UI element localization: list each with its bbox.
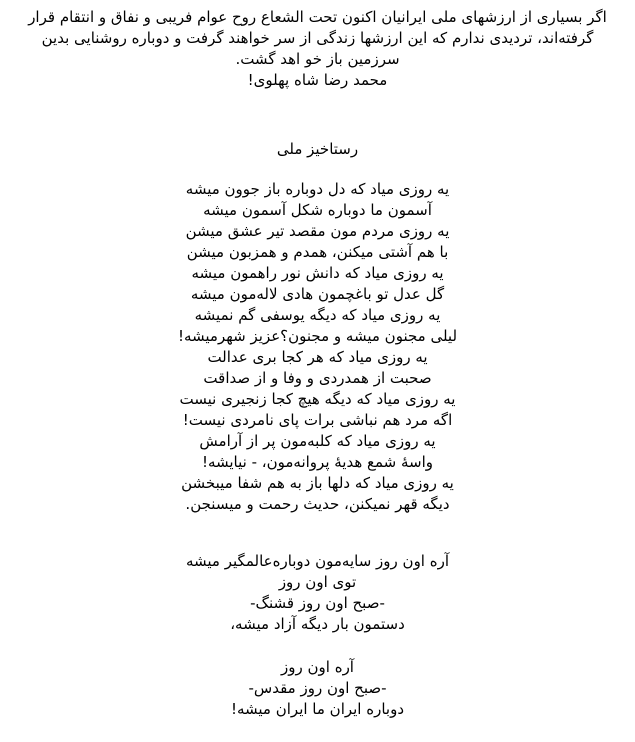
poem-line: دوباره ایران ما ایران میشه!	[230, 700, 405, 718]
poem-line: گل عدل تو باغچمون هادی لاله‌مون میشه	[190, 285, 445, 303]
poem-stanza-1	[0, 179, 635, 515]
poem-title: رستاخیز ملی	[276, 140, 359, 158]
poem-stanza-2	[0, 551, 635, 635]
poem-line: -صبح اون روز قشنگ-	[250, 594, 385, 612]
poem-line: یه روزی مردم مون مقصد تیر عشق میشن	[185, 222, 450, 240]
poem-stanza-3	[0, 657, 635, 720]
poem-line: واسهٔ شمع هدیهٔ پروانه‌مون، - نیایشه!	[201, 453, 434, 471]
poem-line: یه روزی میاد که دیگه هیچ کجا زنجیری نیست	[179, 390, 456, 408]
poem-line: آره اون روز سایه‌مون دوباره‌عالمگیر میشه	[185, 552, 450, 570]
intro-line: اگر بسیاری از ارزشهای ملی ایرانیان اکنون تحت الشعاع روح عوام فریبی و نفاق و انتقام قرار	[28, 8, 607, 26]
poem-line: یه روزی میاد که دانش نور راهمون میشه	[191, 264, 444, 282]
poem-line: یه روزی میاد که دیگه یوسفی گم نمیشه	[194, 306, 441, 324]
poem-line: صحبت از همدردی و وفا و از صداقت	[203, 369, 432, 387]
poem-line: توی اون روز	[278, 573, 357, 591]
poem-line: دیگه قهر نمیکنن، حدیث رحمت و میسنجن.	[185, 495, 450, 513]
intro-attribution: محمد رضا شاه پهلوی!	[247, 71, 388, 89]
poem-line: یه روزی میاد که کلبه‌مون پر از آرامش	[199, 432, 436, 450]
intro-line: سرزمین باز خو اهد گشت.	[235, 50, 400, 68]
poem-line: یه روزی میاد که دلها باز به هم شفا میبخشن	[181, 474, 454, 492]
poem-line: دستمون بار دیگه آزاد میشه،	[230, 615, 405, 633]
poem-line: -صبح اون روز مقدس-	[248, 679, 387, 697]
poem-line: اگه مرد هم نباشی برات پای نامردی نیست!	[182, 411, 453, 429]
poem-line: آره اون روز	[281, 658, 354, 676]
poem-line: با هم آشتی میکنن، همدم و همزبون میشن	[186, 243, 449, 261]
poem-line: لیلی مجنون میشه و مجنون؟عزیز شهرمیشه!	[177, 327, 458, 345]
poem-line: یه روزی میاد که هر کجا بری عدالت	[207, 348, 428, 366]
intro-paragraph	[0, 0, 635, 91]
intro-line: گرفته‌اند، تردیدی ندارم که این ارزشها زندگی از سر خواهند گرفت و دوباره روشنایی بدین	[41, 29, 594, 47]
poem-line: یه روزی میاد که دل دوباره باز جوون میشه	[185, 180, 450, 198]
poem-line: آسمون ما دوباره شکل آسمون میشه	[203, 201, 432, 219]
